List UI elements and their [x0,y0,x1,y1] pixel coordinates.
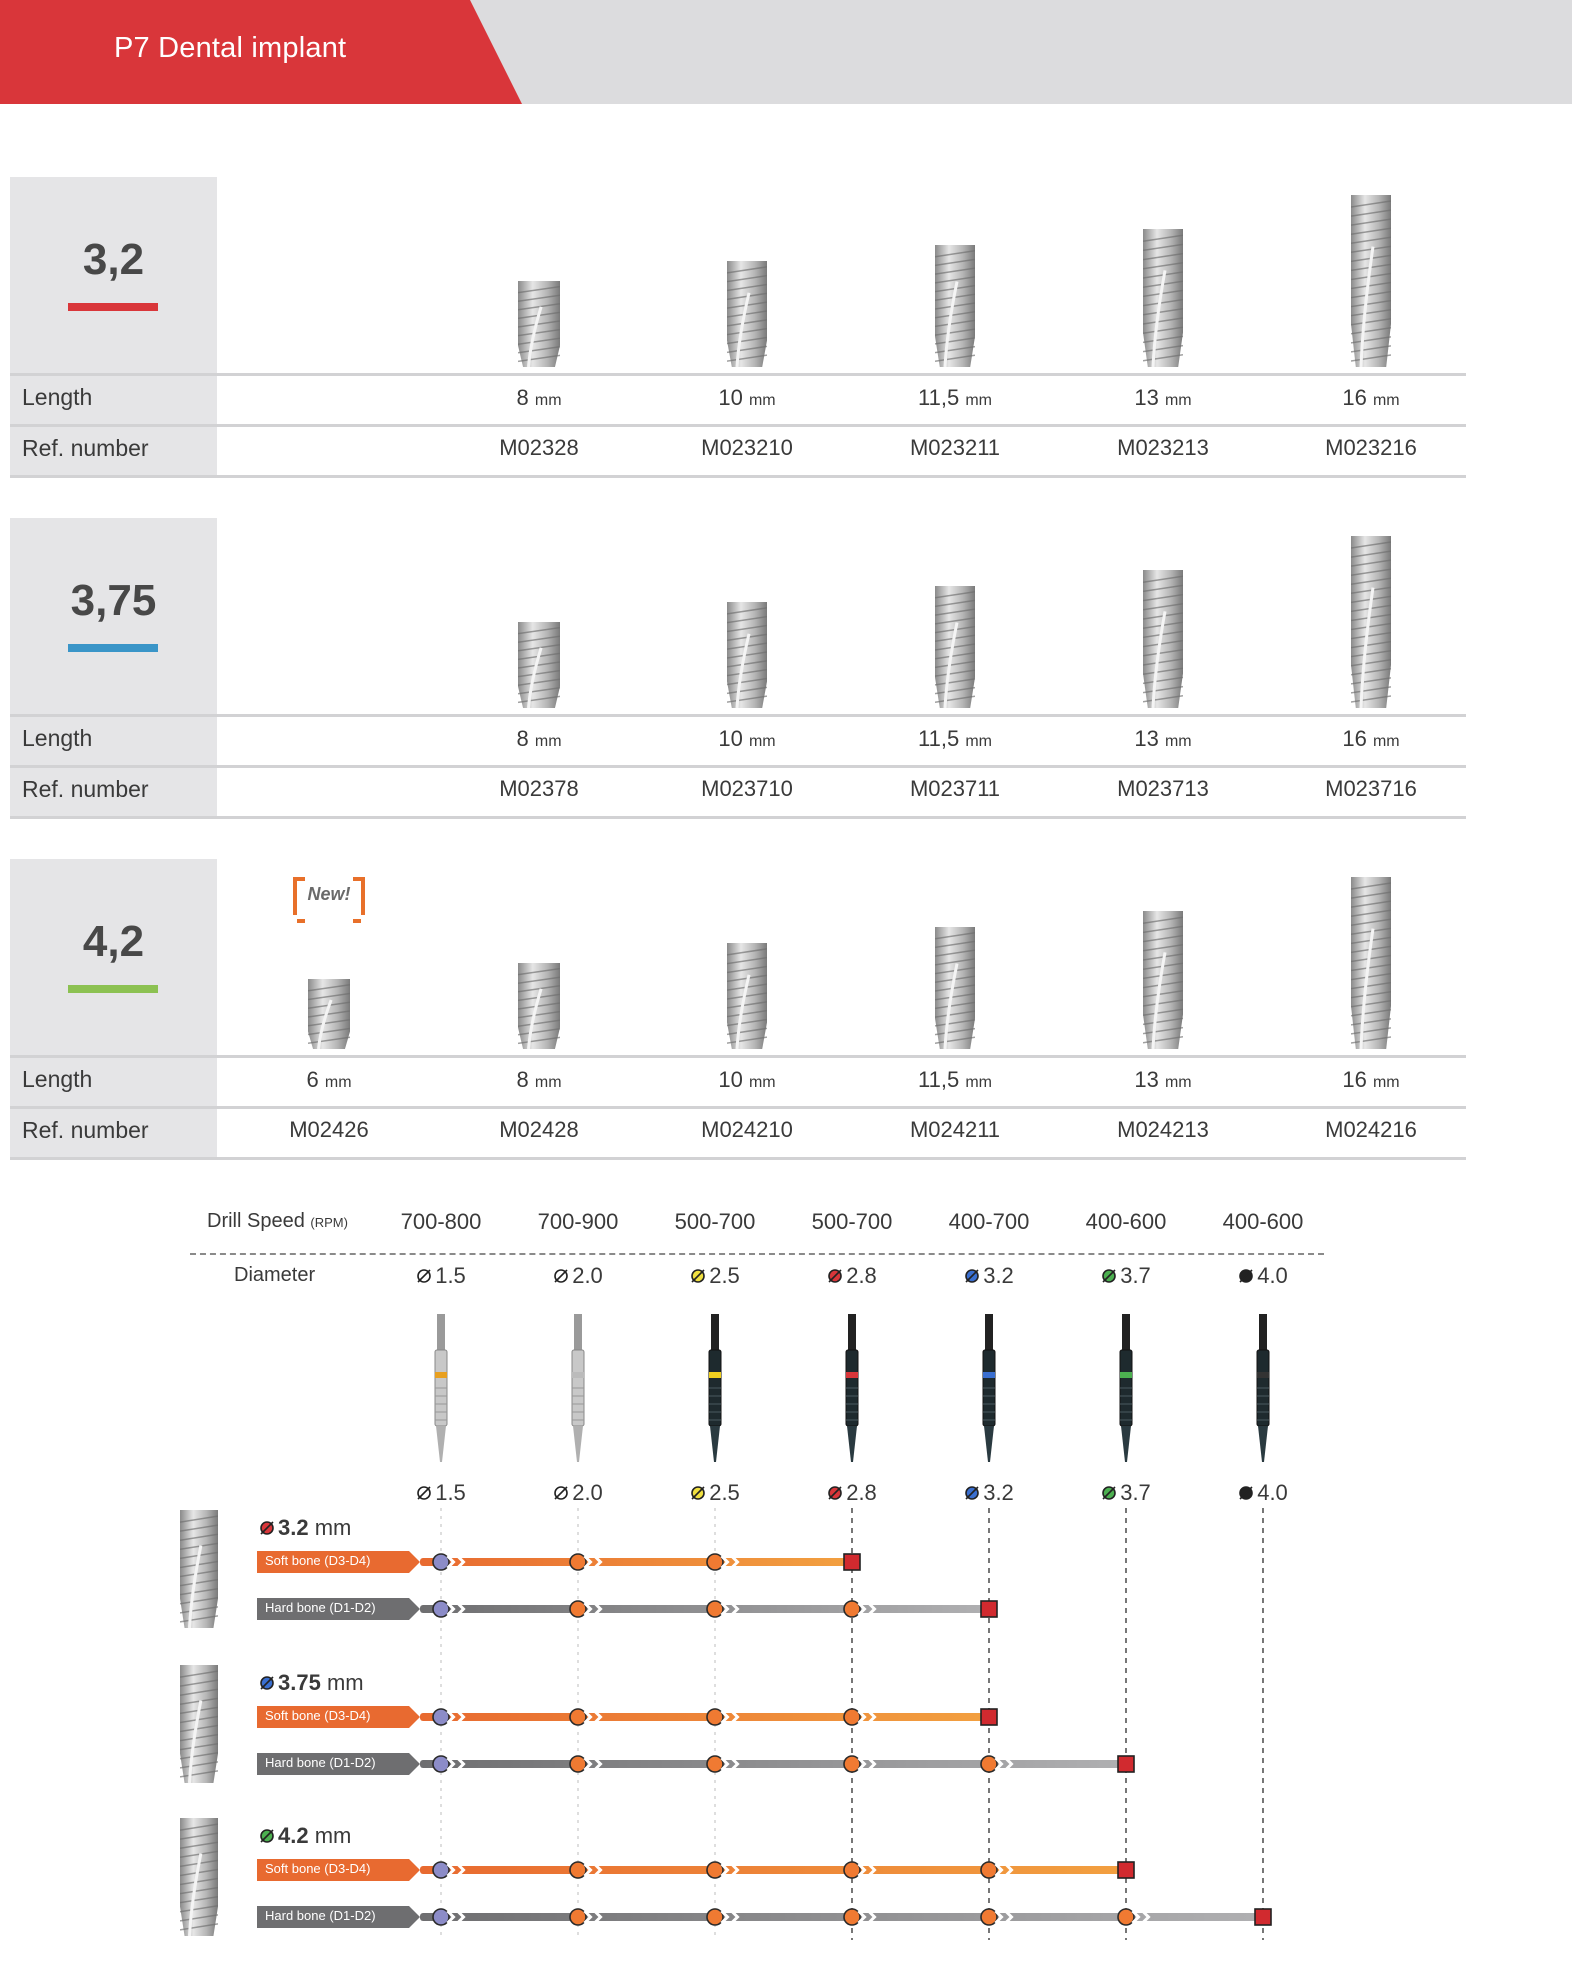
ref-number-value: M024211 [909,1117,1001,1142]
diameter-icon [827,1485,843,1501]
divider [10,765,1466,768]
divider [10,1055,1466,1058]
diameter-color-bar [68,985,158,993]
length-number: 13 [1134,385,1159,410]
length-unit: mm [965,392,992,409]
ref-number-value: M02428 [499,1117,579,1142]
drill-speed-value: 500-700 [674,1209,756,1234]
diameter-icon [827,1268,843,1284]
length-number: 13 [1134,726,1159,751]
diameter-panel [10,177,217,477]
ref-number-value: M024210 [701,1117,793,1142]
drill-bit-icon [1251,1314,1275,1464]
drill-diameter-value: 2.8 [846,1263,877,1288]
length-value [439,385,639,411]
drill-step-marker [433,1554,449,1570]
page-header [0,0,1572,104]
implant-section [10,177,1466,477]
drill-step-marker [981,1756,997,1772]
sequence-bar [420,1866,1126,1874]
diameter-icon [553,1268,569,1284]
sequence-unit: mm [326,1670,364,1695]
drill-step-marker [707,1862,723,1878]
final-drill-marker [1255,1909,1271,1925]
ref-number-value: M024213 [1117,1117,1209,1142]
implant-image [935,245,975,367]
drill-step-marker [570,1601,586,1617]
length-unit: mm [534,392,562,409]
diameter-label: Diameter [234,1264,316,1286]
sequence-unit: mm [314,1515,352,1540]
length-unit: mm [1164,1074,1192,1091]
drill-step-marker [981,1909,997,1925]
implant-image [1351,536,1391,708]
divider [10,1106,1466,1109]
diameter-panel [10,518,217,818]
length-value [1271,385,1471,411]
new-badge [293,877,365,915]
implant-image [1143,229,1183,367]
length-value [1271,1067,1471,1093]
drill-step-marker [844,1709,860,1725]
drill-diameter-value: 4.0 [1257,1480,1288,1505]
drill-bit-icon [977,1314,1001,1464]
length-value [439,1067,639,1093]
length-value [1271,726,1471,752]
drill-step-marker [433,1709,449,1725]
drill-step-marker [570,1756,586,1772]
drill-diameter-value: 1.5 [435,1263,466,1288]
divider [10,373,1466,376]
sequence-title [259,1823,351,1849]
hard-bone-label: Hard bone (D1-D2) [265,1755,376,1770]
drill-step-marker [570,1909,586,1925]
length-value [647,385,847,411]
final-drill-marker [1118,1756,1134,1772]
implant-image [1143,570,1183,708]
drill-diameter-top [1208,1263,1318,1289]
length-value [1063,726,1263,752]
length-value [647,726,847,752]
divider [10,424,1466,427]
length-unit: mm [534,1074,562,1091]
implant-image [727,602,767,708]
drill-step-marker [433,1601,449,1617]
drill-step-marker [707,1554,723,1570]
drill-diameter-top [523,1263,633,1289]
length-number: 10 [718,1067,743,1092]
drill-diameter-value: 2.0 [572,1263,603,1288]
drill-step-marker [844,1601,860,1617]
drill-diameter-top [797,1263,907,1289]
length-unit: mm [1164,392,1192,409]
drill-diameter-top [386,1263,496,1289]
drill-diameter-value: 3.7 [1120,1480,1151,1505]
soft-bone-sequence [0,1697,1572,1737]
divider [10,475,1466,478]
drill-bit-icon [1114,1314,1138,1464]
drill-speed-value: 500-700 [811,1209,893,1234]
drill-speed-value: 700-800 [400,1209,482,1234]
final-drill-marker [981,1709,997,1725]
diameter-icon [690,1485,706,1501]
hard-bone-label: Hard bone (D1-D2) [265,1600,376,1615]
new-badge-label: New! [307,884,351,904]
length-unit: mm [748,1074,776,1091]
length-unit: mm [748,733,776,750]
divider [10,1157,1466,1160]
ref-number-value: M024216 [1325,1117,1417,1142]
length-label: Length [22,1066,93,1092]
implant-image [935,927,975,1049]
length-unit: mm [1164,733,1192,750]
drill-speed-value: 700-900 [537,1209,619,1234]
implant-image [727,943,767,1049]
length-label: Length [22,725,93,751]
drill-diameter-bottom [660,1480,770,1506]
drill-speed-value: 400-600 [1085,1209,1167,1234]
drill-step-marker [707,1756,723,1772]
length-unit: mm [1372,733,1400,750]
length-number: 16 [1342,385,1367,410]
drill-step-marker [570,1554,586,1570]
ref-number-value: M02426 [289,1117,369,1142]
implant-section [10,518,1466,818]
length-number: 10 [718,385,743,410]
diameter-panel [10,859,217,1159]
sequence-bar [420,1713,989,1721]
page-title: P7 Dental implant [114,32,347,64]
ref-number-value: M023216 [1325,435,1417,460]
length-number: 8 [516,1067,529,1092]
final-drill-marker [1118,1862,1134,1878]
drill-step-marker [570,1862,586,1878]
diameter-icon [259,1520,275,1536]
diameter-value: 3,2 [82,235,145,284]
diameter-icon [964,1268,980,1284]
drill-diameter-value: 2.8 [846,1480,877,1505]
drill-diameter-bottom [1071,1480,1181,1506]
soft-bone-label: Soft bone (D3-D4) [265,1861,371,1876]
tag-arrow [409,1753,420,1775]
length-unit: mm [324,1074,352,1091]
dashed-divider [190,1253,1324,1255]
diameter-color-bar [68,644,158,652]
diameter-icon [1238,1268,1254,1284]
drill-step-marker [981,1862,997,1878]
ref-number-value: M023713 [1117,776,1209,801]
diameter-icon [964,1485,980,1501]
tag-arrow [409,1906,420,1928]
diameter-value: 3,75 [70,576,157,625]
diameter-icon [259,1675,275,1691]
length-number: 13 [1134,1067,1159,1092]
ref-number-value: M02328 [499,435,579,460]
diameter-icon [259,1828,275,1844]
drill-step-marker [844,1862,860,1878]
soft-bone-sequence [0,1542,1572,1582]
drill-step-marker [707,1709,723,1725]
length-number: 8 [516,385,529,410]
drill-speed-label [207,1210,348,1233]
implant-image [308,979,350,1049]
implant-image [1351,877,1391,1049]
length-unit: mm [965,733,992,750]
drill-bit-icon [429,1314,453,1464]
ref-number-value: M023716 [1325,776,1417,801]
length-unit: mm [1372,392,1400,409]
length-unit: mm [534,733,562,750]
sequence-bar [420,1605,989,1613]
drill-step-marker [844,1756,860,1772]
implant-image [1351,195,1391,367]
drill-bit-icon [566,1314,590,1464]
ref-number-label: Ref. number [22,776,149,802]
sequence-diameter: 3.75 [278,1670,321,1695]
length-unit: mm [748,392,776,409]
drill-diameter-bottom [934,1480,1044,1506]
diameter-icon [690,1268,706,1284]
drill-speed-text: Drill Speed [207,1210,305,1232]
length-label: Length [22,384,93,410]
ref-number-value: M02378 [499,776,579,801]
ref-number-value: M023710 [701,776,793,801]
sequence-diameter: 3.2 [278,1515,309,1540]
diameter-icon [553,1485,569,1501]
drill-speed-value: 400-700 [948,1209,1030,1234]
diameter-icon [1238,1485,1254,1501]
length-unit: mm [965,1074,992,1091]
ref-number-label: Ref. number [22,1117,149,1143]
ref-number-value: M023211 [909,435,1001,460]
implant-section [10,859,1466,1159]
diameter-icon [416,1268,432,1284]
sequence-title [259,1670,364,1696]
length-value [229,1067,429,1093]
length-value [1063,1067,1263,1093]
diameter-value: 4,2 [82,917,145,966]
hard-bone-sequence [0,1589,1572,1629]
length-number: 11,5 [918,726,960,751]
hard-bone-sequence [0,1744,1572,1784]
ref-number-value: M023213 [1117,435,1209,460]
drill-speed-value: 400-600 [1222,1209,1304,1234]
tag-arrow [409,1706,420,1728]
drill-step-marker [570,1709,586,1725]
implant-image [935,586,975,708]
drill-diameter-value: 1.5 [435,1480,466,1505]
drill-diameter-bottom [1208,1480,1318,1506]
drill-step-marker [433,1909,449,1925]
implant-image [518,963,560,1049]
length-value [647,1067,847,1093]
length-number: 8 [516,726,529,751]
drill-diameter-value: 3.2 [983,1263,1014,1288]
drill-diameter-value: 3.7 [1120,1263,1151,1288]
soft-bone-label: Soft bone (D3-D4) [265,1553,371,1568]
ref-number-value: M023711 [909,776,1001,801]
drill-step-marker [433,1862,449,1878]
length-value [855,726,1055,752]
final-drill-marker [844,1554,860,1570]
final-drill-marker [981,1601,997,1617]
diameter-icon [1101,1485,1117,1501]
drill-bit-icon [703,1314,727,1464]
divider [10,816,1466,819]
sequence-title [259,1515,351,1541]
drill-diameter-bottom [386,1480,496,1506]
drill-diameter-value: 2.5 [709,1263,740,1288]
length-value [1063,385,1263,411]
length-number: 11,5 [918,1067,960,1092]
drill-diameter-value: 3.2 [983,1480,1014,1505]
drill-diameter-value: 2.5 [709,1480,740,1505]
length-number: 11,5 [918,385,960,410]
divider [10,714,1466,717]
tag-arrow [409,1598,420,1620]
drill-speed-unit: (RPM) [310,1215,348,1230]
drill-step-marker [433,1756,449,1772]
drill-step-marker [707,1909,723,1925]
diameter-icon [1101,1268,1117,1284]
length-value [855,1067,1055,1093]
length-unit: mm [1372,1074,1400,1091]
diameter-color-bar [68,303,158,311]
length-number: 16 [1342,726,1367,751]
tag-arrow [409,1551,420,1573]
drill-step-marker [844,1909,860,1925]
drill-diameter-value: 4.0 [1257,1263,1288,1288]
drill-step-marker [1118,1909,1134,1925]
drill-diameter-top [1071,1263,1181,1289]
drill-step-marker [707,1601,723,1617]
sequence-bar [420,1760,1126,1768]
sequence-unit: mm [314,1823,352,1848]
length-number: 6 [306,1067,319,1092]
drill-bit-icon [840,1314,864,1464]
drill-diameter-bottom [797,1480,907,1506]
soft-bone-sequence [0,1850,1572,1890]
drill-diameter-value: 2.0 [572,1480,603,1505]
hard-bone-sequence [0,1897,1572,1937]
sequence-bar [420,1558,852,1566]
diameter-icon [416,1485,432,1501]
drill-diameter-top [934,1263,1044,1289]
implant-image [1143,911,1183,1049]
length-value [439,726,639,752]
drill-diameter-top [660,1263,770,1289]
ref-number-value: M023210 [701,435,793,460]
sequence-diameter: 4.2 [278,1823,309,1848]
length-number: 16 [1342,1067,1367,1092]
length-value [855,385,1055,411]
implant-image [727,261,767,367]
implant-image [518,281,560,367]
soft-bone-label: Soft bone (D3-D4) [265,1708,371,1723]
length-number: 10 [718,726,743,751]
implant-image [518,622,560,708]
hard-bone-label: Hard bone (D1-D2) [265,1908,376,1923]
tag-arrow [409,1859,420,1881]
drill-diameter-bottom [523,1480,633,1506]
ref-number-label: Ref. number [22,435,149,461]
